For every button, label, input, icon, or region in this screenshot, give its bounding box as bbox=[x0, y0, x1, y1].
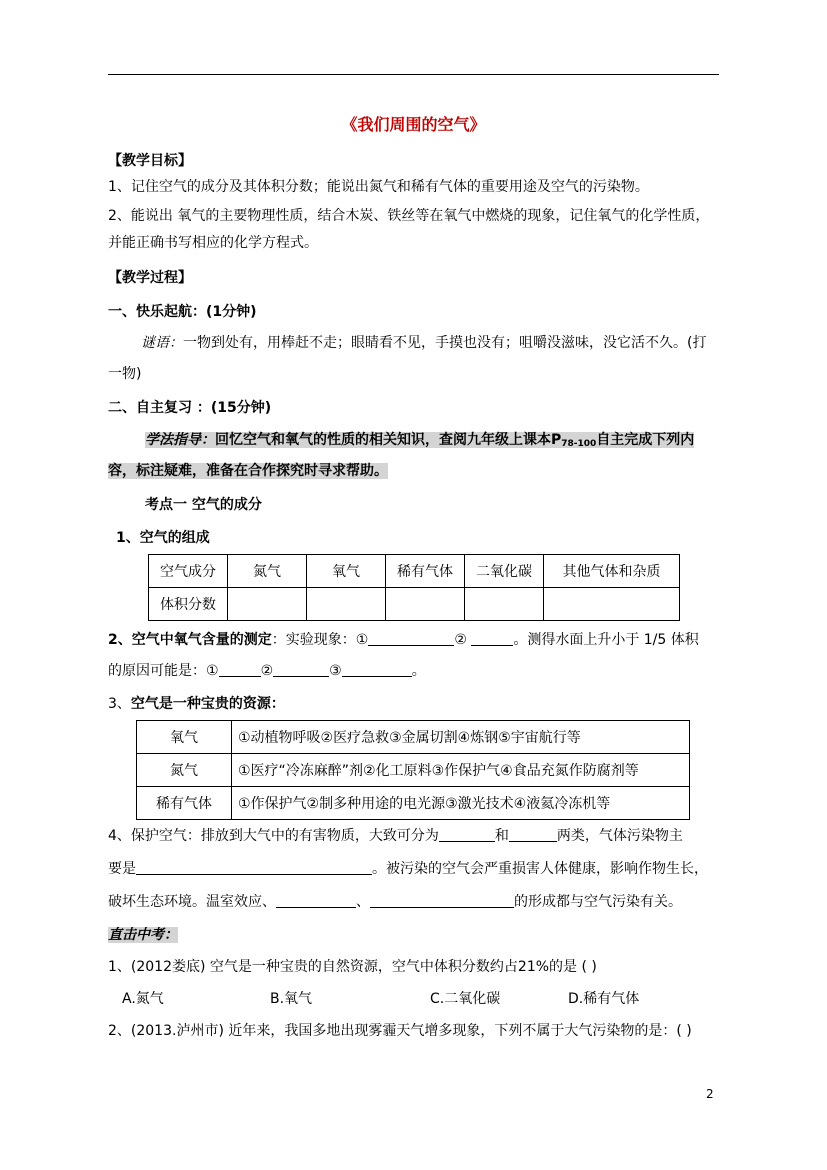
composition-table bbox=[148, 554, 680, 621]
protect-text: 的形成都与空气污染有关。 bbox=[514, 894, 682, 910]
protect-text: 要是 bbox=[108, 861, 136, 877]
table-cell: 二氧化碳 bbox=[465, 555, 544, 588]
table-cell: 其他气体和杂质 bbox=[544, 555, 680, 588]
table-cell: 氮气 bbox=[228, 555, 307, 588]
goals-heading: 【教学目标】 bbox=[108, 153, 192, 169]
riddle-text: 一物到处有，用棒赶不走；眼睛看不见，手摸也没有；咀嚼没滋味，没它活不久。(打 bbox=[183, 335, 707, 351]
exam-heading-text: 直击中考： bbox=[108, 927, 178, 943]
q1-option-b[interactable]: B.氧气 bbox=[270, 991, 313, 1007]
table-cell: 稀有气体 bbox=[386, 555, 465, 588]
answer-blank[interactable] bbox=[509, 827, 557, 842]
protect-line-2 bbox=[108, 859, 708, 879]
oxygen-test-text: ② bbox=[260, 663, 274, 679]
table-cell: 空气成分 bbox=[149, 555, 228, 588]
q1-option-d[interactable]: D.稀有气体 bbox=[568, 991, 640, 1007]
study-guide-line-2 bbox=[108, 461, 388, 481]
q1-option-c[interactable]: C.二氧化碳 bbox=[430, 991, 501, 1007]
oxygen-test-text: ③ bbox=[329, 663, 342, 679]
study-guide-label: 学法指导： bbox=[145, 432, 215, 448]
answer-blank[interactable] bbox=[370, 893, 514, 908]
study-guide-text-2: 容，标注疑难，准备在合作探究时寻求帮助。 bbox=[108, 463, 388, 479]
protect-text: 。被污染的空气会严重损害人体健康，影响作物生长， bbox=[372, 861, 708, 877]
protect-text: 两类，气体污染物主 bbox=[556, 828, 683, 844]
answer-blank[interactable] bbox=[342, 662, 412, 677]
oxygen-test-heading: 2、空气中氧气含量的测定 bbox=[108, 632, 272, 648]
protect-text: 破坏生态环境。温室效应、 bbox=[108, 894, 276, 910]
resource-heading bbox=[108, 694, 285, 714]
table-cell: ①医疗“冷冻麻醉”剂②化工原料③作保护气④食品充氮作防腐剂等 bbox=[232, 754, 690, 787]
oxygen-test-line-1 bbox=[108, 630, 699, 650]
table-cell: 氧气 bbox=[307, 555, 386, 588]
resource-number: 3、 bbox=[108, 696, 131, 712]
oxygen-test-text: 。测得水面上升小于 1/5 体积 bbox=[513, 632, 699, 648]
study-guide-text-end: 自主完成下列内 bbox=[596, 432, 695, 448]
table-cell: 稀有气体 bbox=[137, 787, 232, 820]
resource-table bbox=[136, 720, 690, 820]
riddle-line-1 bbox=[141, 333, 706, 353]
riddle-line-2: 一物) bbox=[108, 366, 142, 382]
answer-blank[interactable] bbox=[276, 893, 356, 908]
exam-heading bbox=[108, 925, 178, 945]
question-2: 2、(2013.泸州市) 近年来，我国多地出现雾霾天气增多现象，下列不属于大气污染物的是：( ) bbox=[108, 1023, 692, 1039]
answer-cell[interactable] bbox=[228, 588, 307, 621]
answer-cell[interactable] bbox=[307, 588, 386, 621]
topic-1: 考点一 空气的成分 bbox=[145, 497, 262, 513]
study-guide-highlight bbox=[145, 432, 694, 448]
page-range: 78-100 bbox=[561, 439, 597, 449]
table-cell: 体积分数 bbox=[149, 588, 228, 621]
goal-2b: 并能正确书写相应的化学方程式。 bbox=[108, 235, 318, 251]
study-guide-line-1 bbox=[145, 430, 694, 454]
oxygen-test-line-2 bbox=[108, 661, 426, 681]
oxygen-test-text: ：实验现象：① bbox=[271, 632, 369, 648]
answer-blank[interactable] bbox=[471, 631, 513, 646]
composition-row-values bbox=[149, 588, 680, 621]
answer-blank[interactable] bbox=[219, 662, 261, 677]
oxygen-test-text: 。 bbox=[411, 663, 426, 679]
answer-blank[interactable] bbox=[439, 827, 495, 842]
study-guide-text: 回忆空气和氧气的性质的相关知识，查阅九年级上课本P bbox=[215, 432, 562, 448]
table-cell: 氮气 bbox=[137, 754, 232, 787]
protect-text: 、 bbox=[356, 894, 370, 910]
page-number: 2 bbox=[706, 1087, 714, 1101]
resource-row bbox=[137, 754, 690, 787]
answer-cell[interactable] bbox=[544, 588, 680, 621]
protect-text: 和 bbox=[494, 828, 509, 844]
composition-heading: 1、空气的组成 bbox=[116, 530, 210, 546]
goal-2a: 2、能说出 氧气的主要物理性质，结合木炭、铁丝等在氧气中燃烧的现象，记住氧气的化学性质， bbox=[108, 208, 710, 224]
resource-title: 空气是一种宝贵的资源： bbox=[130, 696, 285, 712]
protect-line-1 bbox=[108, 826, 683, 846]
header-rule bbox=[108, 74, 719, 75]
answer-cell[interactable] bbox=[465, 588, 544, 621]
protect-text: 4、保护空气：排放到大气中的有害物质，大致可分为 bbox=[108, 828, 439, 844]
answer-blank[interactable] bbox=[368, 631, 454, 646]
answer-blank[interactable] bbox=[273, 662, 329, 677]
section-1: 一、快乐起航：(1分钟) bbox=[108, 304, 257, 320]
table-cell: 氧气 bbox=[137, 721, 232, 754]
goal-1: 1、记住空气的成分及其体积分数；能说出氮气和稀有气体的重要用途及空气的污染物。 bbox=[108, 179, 649, 195]
answer-cell[interactable] bbox=[386, 588, 465, 621]
protect-line-3 bbox=[108, 892, 682, 912]
table-cell: ①作保护气②制多种用途的电光源③激光技术④液氦冷冻机等 bbox=[232, 787, 690, 820]
oxygen-test-text: ② bbox=[454, 632, 467, 648]
composition-row-header bbox=[149, 555, 680, 588]
answer-blank[interactable] bbox=[136, 860, 372, 875]
page-title: 《我们周围的空气》 bbox=[341, 115, 486, 134]
q1-option-a[interactable]: A.氮气 bbox=[122, 991, 164, 1007]
question-1: 1、(2012娄底) 空气是一种宝贵的自然资源，空气中体积分数约占21%的是 ( ) bbox=[108, 959, 597, 975]
resource-row bbox=[137, 787, 690, 820]
riddle-label: 谜语： bbox=[141, 335, 183, 351]
resource-row bbox=[137, 721, 690, 754]
oxygen-test-text: 的原因可能是：① bbox=[108, 663, 219, 679]
section-2: 二、自主复习 ：(15分钟) bbox=[108, 400, 272, 416]
table-cell: ①动植物呼吸②医疗急救③金属切割④炼钢⑤宇宙航行等 bbox=[232, 721, 690, 754]
process-heading: 【教学过程】 bbox=[108, 270, 192, 286]
